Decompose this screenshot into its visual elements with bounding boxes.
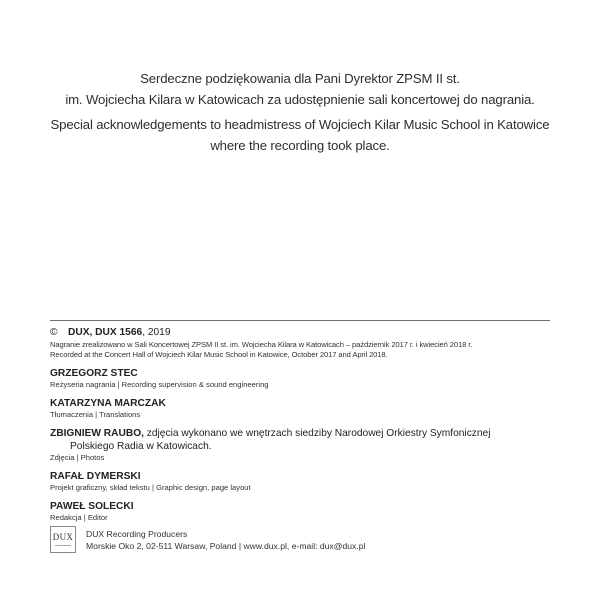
recording-info-en: Recorded at the Concert Hall of Wojciech Kilar Music School in Katowice, October 2017 and April 2018. — [50, 350, 388, 359]
credit-role: Tłumaczenia | Translations — [50, 410, 141, 419]
acknowledgements — [0, 68, 600, 156]
acknowledgement-pl-line-2: im. Wojciecha Kilara w Katowicach za udostępnienie sali koncertowej do nagrania. — [65, 92, 535, 107]
credits-section — [50, 326, 560, 523]
copyright-icon: © — [50, 327, 58, 338]
credit-note-line-2: Polskiego Radia w Katowicach. — [70, 441, 212, 452]
logo-text: DUX — [52, 532, 74, 542]
copyright-label: DUX, DUX 1566 — [68, 327, 143, 338]
producer-text — [86, 528, 365, 552]
divider-line — [50, 320, 550, 321]
credit-name: GRZEGORZ STEC — [50, 368, 138, 379]
recording-info-pl: Nagranie zrealizowano w Sali Koncertowej ZPSM II st. im. Wojciecha Kilara w Katowicach – październik 2017 r. i kwiecień 2018 r. — [50, 340, 473, 349]
credit-item — [50, 367, 560, 390]
producer-address: Morskie Oko 2, 02-511 Warsaw, Poland | www.dux.pl, e-mail: dux@dux.pl — [86, 541, 366, 551]
credit-name: ZBIGNIEW RAUBO, — [50, 428, 144, 439]
credit-name-with-note — [50, 427, 560, 440]
credit-item — [50, 500, 560, 523]
credit-item — [50, 427, 560, 463]
credit-name: RAFAŁ DYMERSKI — [50, 471, 141, 482]
copyright-line — [50, 326, 560, 340]
credit-role: Zdjęcia | Photos — [50, 453, 105, 462]
acknowledgement-en-line-1: Special acknowledgements to headmistress of Wojciech Kilar Music School in Katowice — [50, 117, 550, 132]
producer-name: DUX Recording Producers — [86, 529, 188, 539]
credit-role: Reżyseria nagrania | Recording supervision & sound engineering — [50, 380, 269, 389]
credit-role: Projekt graficzny, skład tekstu | Graphic design, page layout — [50, 483, 251, 492]
logo-underline — [55, 545, 71, 546]
acknowledgement-en-line-2: where the recording took place. — [210, 138, 390, 153]
copyright-year: , 2019 — [142, 327, 171, 338]
credit-note: zdjęcia wykonano we wnętrzach siedziby Narodowej Orkiestry Symfonicznej — [143, 428, 491, 439]
credit-item — [50, 397, 560, 420]
acknowledgement-pl-line-1: Serdeczne podziękowania dla Pani Dyrektor ZPSM II st. — [140, 71, 460, 86]
producer-info — [50, 526, 570, 556]
credit-item — [50, 470, 560, 493]
credit-name: PAWEŁ SOLECKI — [50, 501, 134, 512]
credit-name: KATARZYNA MARCZAK — [50, 398, 166, 409]
credit-role: Redakcja | Editor — [50, 513, 108, 522]
dux-logo — [50, 526, 76, 553]
